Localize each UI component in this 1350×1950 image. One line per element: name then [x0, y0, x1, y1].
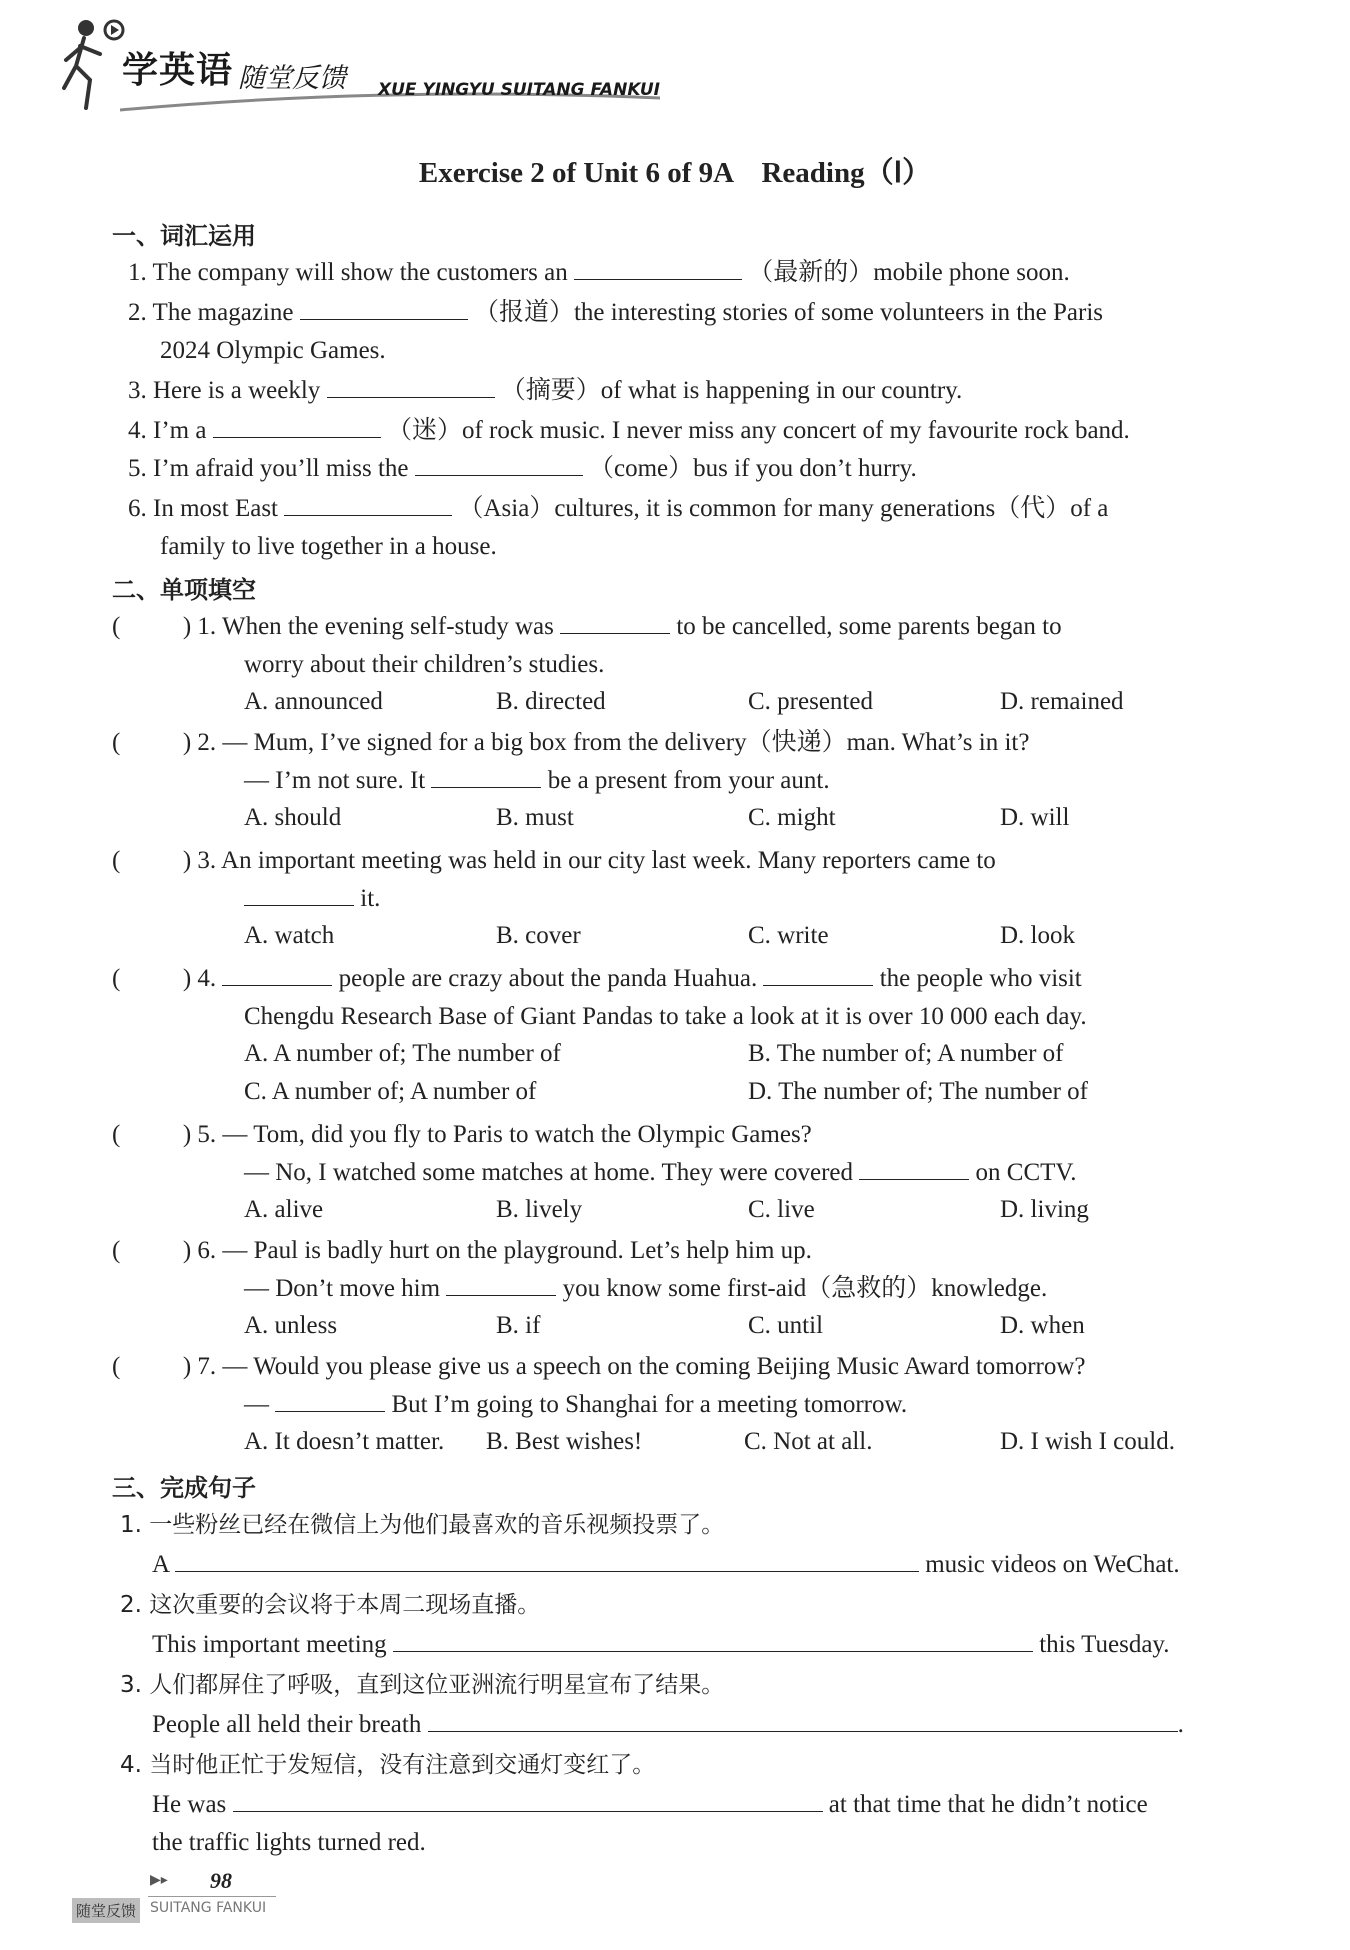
question-number: 2. [197, 729, 217, 756]
question-text: 1. The company will show the customers an [128, 259, 568, 286]
question-text: 4. I’m a [128, 417, 207, 444]
question-text: 3. Here is a weekly [128, 377, 321, 404]
mc-question-5 [112, 1118, 812, 1152]
answer-blank [859, 1157, 969, 1180]
answer-paren-open: ( [112, 1353, 121, 1380]
sentence-text: this Tuesday. [1039, 1631, 1170, 1658]
sentence-1-chinese: 1. 一些粉丝已经在微信上为他们最喜欢的音乐视频投票了。 [120, 1512, 725, 1538]
question-text: — Mum, I’ve signed for a big box from the delivery（快递）man. What’s in it? [222, 729, 1030, 756]
answer-paren-close: ) [182, 1121, 192, 1148]
mc-option-d[interactable]: D. look [1000, 922, 1075, 949]
question-text: When the evening self-study was [221, 613, 554, 640]
sentence-4-english [152, 1788, 1148, 1822]
mc-option-d[interactable]: D. The number of; The number of [748, 1078, 1088, 1105]
vocab-question-3 [128, 374, 962, 408]
page-number: 98 [210, 1868, 232, 1893]
mc-question-1 [112, 610, 1062, 644]
question-text: you know some first-aid（急救的）knowledge. [562, 1275, 1048, 1302]
mc-question-2 [112, 726, 1029, 760]
section-heading-complete-sentences: 三、完成句子 [112, 1474, 256, 1502]
sentence-text: People all held their breath [152, 1711, 422, 1738]
answer-paren-open: ( [112, 965, 121, 992]
mc-option-d[interactable]: D. I wish I could. [1000, 1428, 1175, 1455]
question-text: on CCTV. [975, 1159, 1077, 1186]
question-text: 2. The magazine [128, 299, 294, 326]
question-text: — No, I watched some matches at home. They were covered [244, 1159, 854, 1186]
question-text: — Paul is badly hurt on the playground. Let’s help him up. [222, 1237, 812, 1264]
answer-blank[interactable] [574, 257, 742, 280]
mc-question-6-cont [244, 1272, 1047, 1306]
mc-option-d[interactable]: D. when [1000, 1312, 1085, 1339]
answer-blank[interactable] [284, 493, 452, 516]
answer-paren-close: ) [182, 613, 192, 640]
answer-blank [275, 1389, 385, 1412]
sentence-2-chinese: 2. 这次重要的会议将于本周二现场直播。 [120, 1592, 541, 1618]
question-text: — I’m not sure. It [244, 767, 426, 794]
answer-paren-close: ) [182, 965, 192, 992]
answer-blank[interactable] [415, 453, 583, 476]
question-text: to be cancelled, some parents began to [676, 613, 1062, 640]
mc-option-d[interactable]: D. living [1000, 1196, 1089, 1223]
mc-option-c[interactable]: C. A number of; A number of [244, 1078, 537, 1105]
answer-paren-open: ( [112, 1237, 121, 1264]
sentence-text: . [1177, 1711, 1184, 1738]
question-text: 6. In most East [128, 495, 278, 522]
page-arrow-icon: ▶▸ [150, 1872, 168, 1888]
answer-paren-open: ( [112, 613, 121, 640]
mc-option-b[interactable]: B. Best wishes! [486, 1428, 643, 1455]
mc-option-c[interactable]: C. until [748, 1312, 824, 1339]
mc-option-a[interactable]: A. unless [244, 1312, 338, 1339]
question-number: 5. [197, 1121, 217, 1148]
mc-option-c[interactable]: C. live [748, 1196, 815, 1223]
question-text: — Would you please give us a speech on the coming Beijing Music Award tomorrow? [222, 1353, 1086, 1380]
answer-blank[interactable] [300, 297, 468, 320]
vocab-question-4 [128, 414, 1130, 448]
brand-title-en: XUE YINGYU SUITANG FANKUI [378, 80, 661, 100]
footer-divider [148, 1896, 276, 1897]
question-text: （摘要）of what is happening in our country. [500, 377, 963, 404]
answer-blank [244, 883, 354, 906]
question-text: But I’m going to Shanghai for a meeting tomorrow. [391, 1391, 908, 1418]
mc-question-1-cont: worry about their children’s studies. [244, 651, 605, 678]
mc-question-2-cont [244, 764, 830, 798]
section-heading-multiple-choice: 二、单项填空 [112, 576, 256, 604]
mc-question-3 [112, 844, 996, 878]
question-number: 6. [197, 1237, 217, 1264]
sentence-text: He was [152, 1791, 227, 1818]
brand-subtitle-cn: 随堂反馈 [238, 63, 346, 94]
answer-blank [446, 1273, 556, 1296]
vocab-question-6 [128, 492, 1108, 526]
answer-blank[interactable] [327, 375, 495, 398]
mc-option-c[interactable]: C. write [748, 922, 829, 949]
vocab-question-1 [128, 256, 1070, 290]
brand-title-cn: 学英语 [122, 50, 234, 91]
mc-option-b[interactable]: B. directed [496, 688, 606, 715]
answer-line[interactable] [175, 1549, 919, 1572]
vocab-question-5 [128, 452, 917, 486]
answer-blank [431, 765, 541, 788]
runner-logo-icon [56, 16, 126, 112]
question-text: （最新的）mobile phone soon. [748, 259, 1070, 286]
answer-line[interactable] [233, 1789, 823, 1812]
vocab-question-6-cont: family to live together in a house. [160, 533, 497, 560]
sentence-text: This important meeting [152, 1631, 387, 1658]
answer-line[interactable] [393, 1629, 1033, 1652]
question-number: 4. [197, 965, 217, 992]
question-text: it. [360, 885, 381, 912]
question-text: be a present from your aunt. [547, 767, 830, 794]
mc-question-4 [112, 962, 1082, 996]
sentence-text: music videos on WeChat. [925, 1551, 1180, 1578]
question-number: 7. [197, 1353, 217, 1380]
question-text: （报道）the interesting stories of some volunteers in the Paris [473, 299, 1104, 326]
mc-option-b[interactable]: B. The number of; A number of [748, 1040, 1064, 1067]
mc-question-6 [112, 1234, 812, 1268]
question-number: 1. [197, 613, 217, 640]
sentence-3-chinese: 3. 人们都屏住了呼吸，直到这位亚洲流行明星宣布了结果。 [120, 1672, 725, 1698]
sentence-3-english [152, 1708, 1184, 1742]
answer-paren-open: ( [112, 1121, 121, 1148]
mc-question-5-cont [244, 1156, 1077, 1190]
mc-question-4-cont: Chengdu Research Base of Giant Pandas to take a look at it is over 10 000 each day. [244, 1003, 1087, 1030]
sentence-text: at that time that he didn’t notice [828, 1791, 1148, 1818]
question-text: — [244, 1391, 269, 1418]
answer-blank [222, 963, 332, 986]
answer-paren-open: ( [112, 847, 121, 874]
vocab-question-2-cont: 2024 Olympic Games. [160, 337, 386, 364]
sentence-1-english [152, 1548, 1180, 1582]
answer-blank [560, 611, 670, 634]
answer-paren-close: ) [182, 1353, 192, 1380]
footer-tag-cn: 随堂反馈 [72, 1898, 140, 1923]
mc-option-c[interactable]: C. might [748, 804, 836, 831]
mc-question-7-cont [244, 1388, 907, 1422]
mc-option-a[interactable]: A. should [244, 804, 342, 831]
vocab-question-2 [128, 296, 1103, 330]
section-heading-vocabulary: 一、词汇运用 [112, 222, 256, 250]
mc-option-d[interactable]: D. will [1000, 804, 1070, 831]
answer-line[interactable] [428, 1709, 1178, 1732]
mc-option-b[interactable]: B. must [496, 804, 574, 831]
question-number: 3. [197, 847, 217, 874]
mc-option-a[interactable]: A. watch [244, 922, 335, 949]
mc-question-3-cont [244, 882, 380, 916]
answer-blank [763, 963, 873, 986]
mc-option-a[interactable]: A. A number of; The number of [244, 1040, 561, 1067]
question-text: people are crazy about the panda Huahua. [338, 965, 758, 992]
question-text: — Don’t move him [244, 1275, 441, 1302]
question-text: An important meeting was held in our city last week. Many reporters came to [221, 847, 996, 874]
sentence-4-chinese: 4. 当时他正忙于发短信，没有注意到交通灯变红了。 [120, 1752, 656, 1778]
mc-option-a[interactable]: A. announced [244, 688, 383, 715]
mc-option-b[interactable]: B. lively [496, 1196, 583, 1223]
question-text: （迷）of rock music. I never miss any concert of my favourite rock band. [386, 417, 1130, 444]
mc-option-a[interactable]: A. alive [244, 1196, 324, 1223]
footer-tag-en: SUITANG FANKUI [150, 1900, 267, 1916]
mc-option-b[interactable]: B. if [496, 1312, 541, 1339]
mc-option-b[interactable]: B. cover [496, 922, 581, 949]
question-text: （Asia）cultures, it is common for many generations（代）of a [458, 495, 1109, 522]
answer-paren-close: ) [182, 847, 192, 874]
sentence-2-english [152, 1628, 1170, 1662]
question-text: 5. I’m afraid you’ll miss the [128, 455, 409, 482]
mc-option-c[interactable]: C. presented [748, 688, 873, 715]
answer-paren-close: ) [182, 1237, 192, 1264]
sentence-4-english-cont: the traffic lights turned red. [152, 1829, 426, 1856]
question-text: （come）bus if you don’t hurry. [589, 455, 917, 482]
answer-blank[interactable] [213, 415, 381, 438]
answer-paren-open: ( [112, 729, 121, 756]
mc-option-c[interactable]: C. Not at all. [744, 1428, 873, 1455]
page-title: Exercise 2 of Unit 6 of 9A Reading（Ⅰ） [418, 157, 932, 189]
sentence-text: A [152, 1551, 169, 1578]
mc-option-a[interactable]: A. It doesn’t matter. [244, 1428, 445, 1455]
question-text: the people who visit [879, 965, 1082, 992]
mc-option-d[interactable]: D. remained [1000, 688, 1124, 715]
answer-paren-close: ) [182, 729, 192, 756]
mc-question-7 [112, 1350, 1086, 1384]
question-text: — Tom, did you fly to Paris to watch the Olympic Games? [222, 1121, 812, 1148]
